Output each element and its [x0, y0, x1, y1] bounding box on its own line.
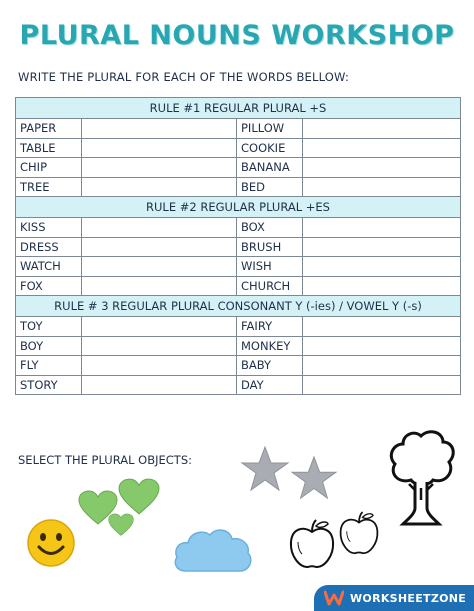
plural-table — [15, 97, 461, 395]
word-cell: FAIRY — [237, 317, 303, 337]
answer-cell[interactable] — [303, 317, 461, 337]
word-cell: BED — [237, 177, 303, 197]
answer-cell[interactable] — [82, 257, 237, 277]
tree-icon[interactable] — [385, 428, 457, 528]
word-cell: CHIP — [16, 158, 82, 178]
word-cell: BRUSH — [237, 237, 303, 257]
brand-footer[interactable] — [314, 585, 474, 611]
answer-cell[interactable] — [82, 317, 237, 337]
rule-header-2: RULE #2 REGULAR PLURAL +ES — [16, 197, 461, 218]
word-cell: FLY — [16, 356, 82, 376]
heart-icon[interactable] — [108, 513, 134, 537]
answer-cell[interactable] — [303, 356, 461, 376]
star-icon[interactable] — [240, 445, 290, 493]
word-cell: TOY — [16, 317, 82, 337]
table-row — [16, 336, 461, 356]
table-row — [16, 317, 461, 337]
word-cell: CHURCH — [237, 276, 303, 296]
answer-cell[interactable] — [303, 276, 461, 296]
answer-cell[interactable] — [303, 138, 461, 158]
answer-cell[interactable] — [303, 237, 461, 257]
word-cell: STORY — [16, 375, 82, 395]
apple-icon[interactable] — [288, 518, 336, 570]
table-row — [16, 257, 461, 277]
answer-cell[interactable] — [82, 237, 237, 257]
table-row — [16, 375, 461, 395]
answer-cell[interactable] — [82, 356, 237, 376]
table-row — [16, 218, 461, 238]
word-cell: BANANA — [237, 158, 303, 178]
answer-cell[interactable] — [303, 158, 461, 178]
answer-cell[interactable] — [82, 138, 237, 158]
worksheet-title: PLURAL NOUNS WORKSHOP — [19, 20, 455, 51]
word-cell: DAY — [237, 375, 303, 395]
heart-icon[interactable] — [118, 478, 160, 516]
instruction-text: WRITE THE PLURAL FOR EACH OF THE WORDS BELLOW: — [18, 70, 350, 84]
answer-cell[interactable] — [82, 336, 237, 356]
word-cell: DRESS — [16, 237, 82, 257]
answer-cell[interactable] — [82, 177, 237, 197]
answer-cell[interactable] — [82, 218, 237, 238]
word-cell: MONKEY — [237, 336, 303, 356]
word-cell: TREE — [16, 177, 82, 197]
answer-cell[interactable] — [82, 119, 237, 139]
answer-cell[interactable] — [303, 177, 461, 197]
star-icon[interactable] — [290, 455, 338, 501]
word-cell: FOX — [16, 276, 82, 296]
smiley-icon[interactable] — [26, 518, 76, 568]
brand-name: WORKSHEETZONE — [350, 591, 467, 605]
table-row — [16, 138, 461, 158]
table-row — [16, 276, 461, 296]
table-row — [16, 177, 461, 197]
answer-cell[interactable] — [303, 218, 461, 238]
word-cell: BOX — [237, 218, 303, 238]
table-row — [16, 356, 461, 376]
word-cell: PAPER — [16, 119, 82, 139]
word-cell: WISH — [237, 257, 303, 277]
rule-header-1: RULE #1 REGULAR PLURAL +S — [16, 98, 461, 119]
word-cell: TABLE — [16, 138, 82, 158]
answer-cell[interactable] — [82, 375, 237, 395]
table-row — [16, 237, 461, 257]
table-row — [16, 158, 461, 178]
table-row — [16, 119, 461, 139]
word-cell: BOY — [16, 336, 82, 356]
answer-cell[interactable] — [303, 257, 461, 277]
cloud-icon[interactable] — [172, 525, 254, 575]
worksheetzone-logo-icon — [324, 588, 344, 608]
word-cell: BABY — [237, 356, 303, 376]
word-cell: WATCH — [16, 257, 82, 277]
select-objects-label: SELECT THE PLURAL OBJECTS: — [18, 453, 193, 467]
answer-cell[interactable] — [303, 336, 461, 356]
word-cell: COOKIE — [237, 138, 303, 158]
answer-cell[interactable] — [303, 119, 461, 139]
apple-icon[interactable] — [338, 510, 380, 556]
word-cell: KISS — [16, 218, 82, 238]
word-cell: PILLOW — [237, 119, 303, 139]
rule-header-3: RULE # 3 REGULAR PLURAL CONSONANT Y (-ies) / VOWEL Y (-s) — [16, 296, 461, 317]
answer-cell[interactable] — [82, 276, 237, 296]
answer-cell[interactable] — [82, 158, 237, 178]
answer-cell[interactable] — [303, 375, 461, 395]
